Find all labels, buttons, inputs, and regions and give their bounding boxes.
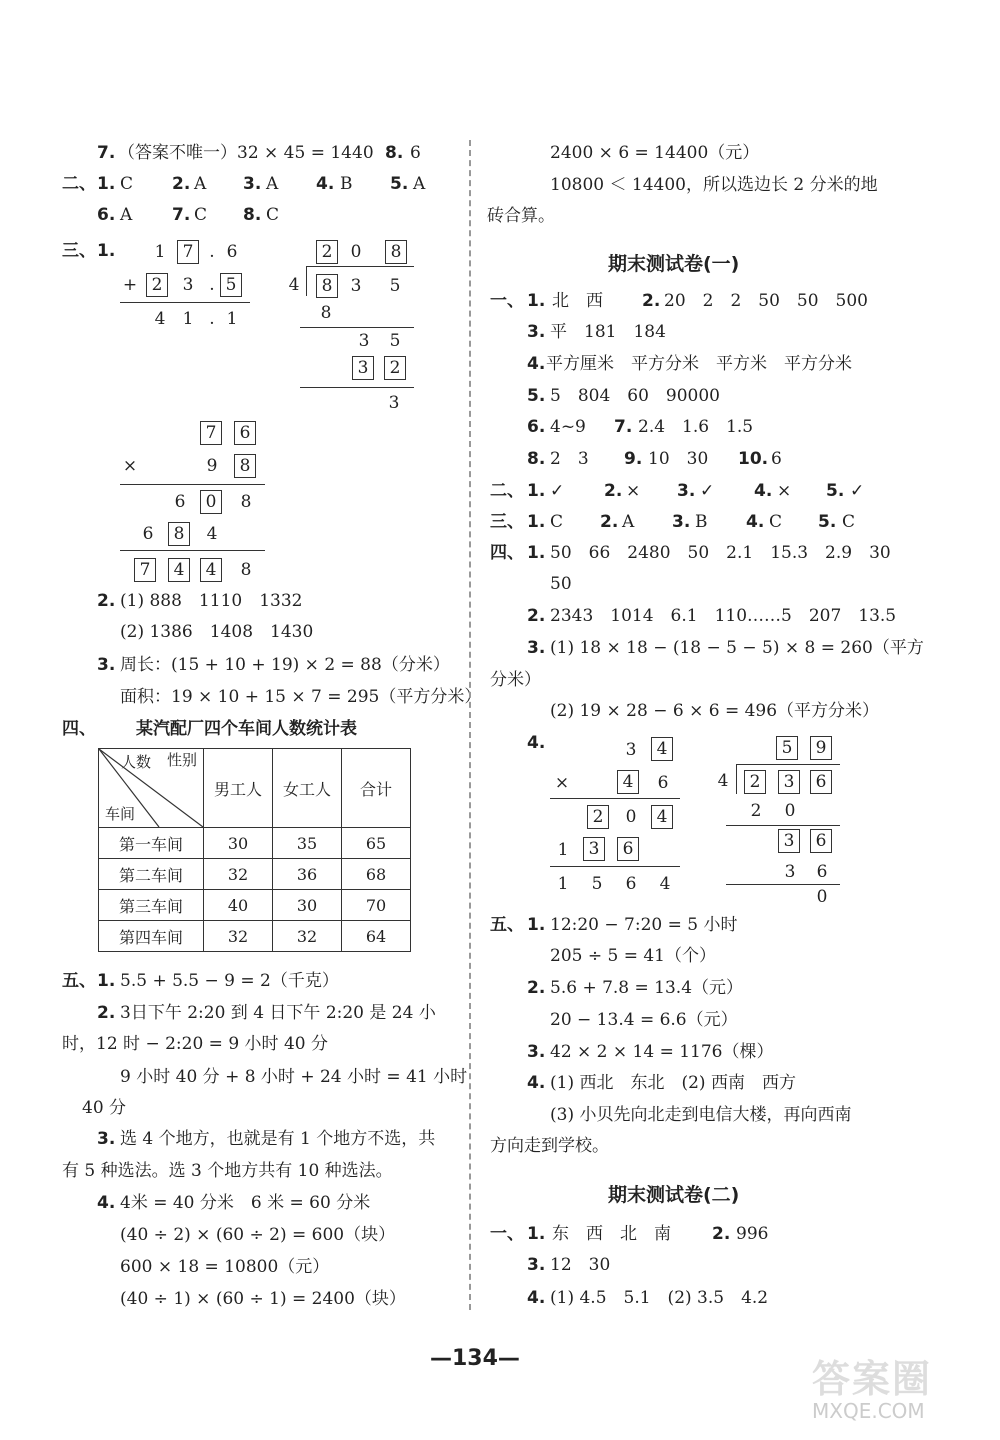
digit-box: 6 [810,770,832,794]
workshop-staff-table [98,748,411,952]
subtract-line [726,884,840,885]
section-4-label: 四、 [490,543,524,563]
choice-num: 4. [316,174,335,194]
check-mark: ✓ [550,481,565,501]
digit-box: 2 [744,770,766,794]
cell: 32 [204,859,273,890]
subtract-line [300,327,414,328]
digit: 6 [657,773,669,793]
choice-answer: A [194,174,207,194]
conclusion-line: 砖合算。 [487,206,555,226]
digit-box: 3 [778,829,800,853]
item-answer: (2) 19 × 28 − 6 × 6 = 496（平方分米） [550,701,880,721]
check-mark: ✓ [850,481,865,501]
cell: 70 [342,890,411,921]
q2-answer-2: (2) 1386 1408 1430 [120,622,314,642]
digit: 6 [142,524,154,544]
item-number: 5. [826,481,845,501]
item-number: 9. [624,449,643,469]
digit-box: 6 [810,829,832,853]
digit: 5 [591,874,603,894]
item-number: 8. [527,449,546,469]
item-answer: 北 西 [552,291,603,311]
watermark-logo [812,1348,932,1423]
section-3-label: 三、 [62,241,96,261]
digit-box: 2 [587,805,609,829]
section-4-label: 四、 [62,719,96,739]
p4-line-4: (40 ÷ 1) × (60 ÷ 1) = 2400（块） [120,1289,406,1309]
column-divider [469,140,471,1310]
p3-number: 3. [97,1129,116,1149]
item-answer: 4~9 [550,417,586,437]
item-number: 1. [527,1224,546,1244]
item-answer: 东 西 北 南 [552,1224,671,1244]
sum-line [120,302,250,303]
p4-number: 4. [97,1193,116,1213]
p4-line-3: 600 × 18 = 10800（元） [120,1257,330,1277]
digit: 0 [350,242,362,262]
item-number: 1. [527,481,546,501]
cell: 30 [204,828,273,859]
page-number: —134— [430,1346,520,1371]
digit-box: 9 [810,736,832,760]
item-number: 4. [527,354,546,374]
choice-answer: A [266,174,279,194]
digit-box: 6 [234,421,256,445]
item-answer: 12 30 [550,1255,611,1275]
header-total: 合计 [342,749,411,828]
item-number: 1. [527,291,546,311]
digit: 5 [389,331,401,351]
digit-box: 4 [651,805,673,829]
digit: 4 [659,874,671,894]
decimal-point: . [209,242,215,262]
item-answer: 205 ÷ 5 = 41（个） [550,946,716,966]
item-number: 2. [600,512,619,532]
digit-box: 3 [583,837,605,861]
item-answer: 方向走到学校。 [490,1136,609,1156]
item-answer: 20 − 13.4 = 6.6（元） [550,1010,738,1030]
choice-num: 7. [172,205,191,225]
exam-title-1: 期末测试卷(一) [608,253,740,275]
item-answer: C [842,512,856,532]
item-answer: 42 × 2 × 14 = 1176（棵） [550,1042,774,1062]
item-number: 3. [527,322,546,342]
section-5-label: 五、 [490,915,524,935]
section-2-label: 二、 [490,481,524,501]
digit-box: 8 [385,240,407,264]
section-5-label: 五、 [62,971,96,991]
digit: 1 [226,309,238,329]
cell: 64 [342,921,411,952]
cell: 40 [204,890,273,921]
digit-box: 7 [134,558,156,582]
table-row [99,859,411,890]
choice-answer: A [413,174,426,194]
item-number: 4. [527,733,546,753]
item-number: 5. [818,512,837,532]
cell: 36 [273,859,342,890]
digit: 2 [750,801,762,821]
item-answer: 平 181 184 [550,322,666,342]
digit: 4 [206,524,218,544]
choice-answer: B [340,174,353,194]
p3-line-1: 选 4 个地方，也就是有 1 个地方不选，共 [120,1129,436,1149]
digit: 3 [358,331,370,351]
digit-box: 4 [651,737,673,761]
section-3-label: 三、 [490,512,524,532]
times-sign: × [554,773,570,793]
digit-box: 3 [778,770,800,794]
cell: 35 [273,828,342,859]
item-answer: 20 2 2 50 50 500 [664,291,868,311]
table-title: 某汽配厂四个车间人数统计表 [136,719,357,739]
digit-box: 8 [168,522,190,546]
digit: 4 [154,309,166,329]
p3-line-2: 有 5 种选法。选 3 个地方共有 10 种选法。 [62,1161,393,1181]
digit-box: 7 [200,421,222,445]
product-line [120,550,265,551]
table-row [99,890,411,921]
choice-answer: C [266,205,280,225]
product-line [120,484,265,485]
choice-num: 5. [390,174,409,194]
cross-mark: × [626,481,641,501]
check-mark: ✓ [700,481,715,501]
digit: 3 [625,740,637,760]
digit-box: 8 [234,454,256,478]
digit-box: 4 [617,770,639,794]
divisor: 4 [717,771,729,791]
division-bracket [306,266,307,296]
item-number: 3. [527,1042,546,1062]
digit: 6 [226,242,238,262]
section-1-label: 一、 [490,291,524,311]
table-row [99,921,411,952]
cell: 68 [342,859,411,890]
decimal-point: . [209,275,215,295]
item-number: 4. [527,1073,546,1093]
digit-box: 7 [177,240,199,264]
choice-num: 3. [243,174,262,194]
remainder: 3 [388,393,400,413]
digit: 1 [182,309,194,329]
item-answer: 分米） [490,670,541,690]
watermark-url: MXQE.COM [812,1399,925,1423]
digit: 9 [206,456,218,476]
digit: 1 [154,242,166,262]
p2-line-1: 3日下午 2:20 到 4 日下午 2:20 是 24 小 [120,1003,436,1023]
digit: 0 [784,801,796,821]
item-number: 1. [527,543,546,563]
item-answer: 2 3 [550,449,589,469]
item-number: 2. [604,481,623,501]
item-answer: B [695,512,708,532]
p1-answer: 5.5 + 5.5 − 9 = 2（千克） [120,971,339,991]
q8-number: 8. [385,143,404,163]
row-label: 第四车间 [99,921,204,952]
digit: 6 [816,862,828,882]
digit-box: 0 [200,490,222,514]
q3-number: 3. [97,655,116,675]
divisor: 4 [288,275,300,295]
choice-num: 2. [172,174,191,194]
subtract-line [300,387,414,388]
digit: 8 [240,492,252,512]
comparison-line: 10800 ＜ 14400，所以选边长 2 分米的地 [550,175,878,195]
item-answer: 50 [550,574,572,594]
p1-number: 1. [97,971,116,991]
digit-box: 2 [316,240,338,264]
times-sign: × [122,456,138,476]
digit-box: 4 [200,558,222,582]
item-answer: 6 [771,449,782,469]
p2-line-3: 9 小时 40 分 + 8 小时 + 24 小时 = 41 小时 [120,1067,468,1087]
item-number: 6. [527,417,546,437]
decimal-point: . [209,309,215,329]
digit-box: 2 [384,356,406,380]
item-number: 2. [712,1224,731,1244]
digit-box: 3 [352,356,374,380]
q2-answer-1: (1) 888 1110 1332 [120,591,303,611]
choice-num: 6. [97,205,116,225]
item-number: 4. [754,481,773,501]
digit-box: 4 [168,558,190,582]
diagonal-header-cell [99,749,204,828]
item-answer: (1) 西北 东北 (2) 西南 西方 [550,1073,796,1093]
item-number: 2. [642,291,661,311]
product-line [550,798,680,799]
q7-answer: （答案不唯一）32 × 45 = 1440 [118,143,374,163]
digit-box: 5 [776,736,798,760]
digit: 3 [350,276,362,296]
row-label: 第二车间 [99,859,204,890]
item-number: 3. [677,481,696,501]
item-answer: 2.4 1.6 1.5 [638,417,754,437]
header-male: 男工人 [204,749,273,828]
item-number: 10. [738,449,769,469]
division-bar [306,266,414,267]
item-answer: (1) 4.5 5.1 (2) 3.5 4.2 [550,1288,769,1308]
item-number: 2. [527,978,546,998]
item-number: 7. [614,417,633,437]
item-answer: 50 66 2480 50 2.1 15.3 2.9 30 [550,543,891,563]
perimeter-answer: 周长：(15 + 10 + 19) × 2 = 88（分米） [120,655,450,675]
digit: 8 [320,303,332,323]
item-answer: 2343 1014 6.1 110……5 207 13.5 [550,606,897,626]
q8-answer: 6 [410,143,421,163]
item-answer: 5.6 + 7.8 = 13.4（元） [550,978,744,998]
table-row [99,828,411,859]
q7-number: 7. [97,143,116,163]
item-answer: A [622,512,635,532]
section-1-label: 一、 [490,1224,524,1244]
digit: 0 [625,807,637,827]
item-number: 4. [746,512,765,532]
item-number: 2. [527,606,546,626]
p2-line-4: 40 分 [82,1098,127,1118]
digit: 1 [557,840,569,860]
cost-line: 2400 × 6 = 14400（元） [550,143,760,163]
header-people-count: 人数 [121,753,152,771]
choice-answer: C [194,205,208,225]
q2-number: 2. [97,591,116,611]
item-number: 1. [527,512,546,532]
header-female: 女工人 [273,749,342,828]
division-bar [736,764,840,765]
p4-line-2: (40 ÷ 2) × (60 ÷ 2) = 600（块） [120,1225,396,1245]
watermark-text: 答案圈 [812,1357,933,1401]
row-label: 第一车间 [99,828,204,859]
item-number: 3. [527,638,546,658]
digit-box: 6 [617,837,639,861]
remainder: 0 [816,887,828,907]
item-answer: C [769,512,783,532]
digit: 6 [625,874,637,894]
division-bracket [736,764,737,794]
item-number: 1. [527,915,546,935]
cross-mark: × [777,481,792,501]
item-answer: 5 804 60 90000 [550,386,720,406]
digit-box: 5 [220,273,242,297]
row-label: 第三车间 [99,890,204,921]
plus-sign: + [122,275,138,295]
section-2-label: 二、 [62,174,96,194]
item-number: 5. [527,386,546,406]
header-workshop: 车间 [105,805,136,823]
cell: 65 [342,828,411,859]
choice-num: 8. [243,205,262,225]
digit-box: 8 [316,274,338,298]
digit: 3 [182,275,194,295]
item-number: 4. [527,1288,546,1308]
digit: 6 [174,492,186,512]
item-number: 3. [672,512,691,532]
cell: 32 [273,921,342,952]
p2-line-2: 时，12 时 − 2:20 = 9 小时 40 分 [62,1034,328,1054]
digit-box: 2 [146,273,168,297]
item-answer: 平方厘米 平方分米 平方米 平方分米 [546,354,852,374]
digit: 1 [557,874,569,894]
choice-num: 1. [97,174,116,194]
choice-answer: C [120,174,134,194]
cell: 30 [273,890,342,921]
subtract-line [726,825,840,826]
item-number: 3. [527,1255,546,1275]
table-header-row [99,749,411,828]
area-answer: 面积：19 × 10 + 15 × 7 = 295（平方分米） [120,687,482,707]
item-answer: 10 30 [648,449,709,469]
item-answer: 996 [736,1224,769,1244]
cell: 32 [204,921,273,952]
p4-line-1: 4米 = 40 分米 6 米 = 60 分米 [120,1193,371,1213]
digit: 3 [784,862,796,882]
item-answer: 12:20 − 7:20 = 5 小时 [550,915,738,935]
item-answer: (1) 18 × 18 − (18 − 5 − 5) × 8 = 260（平方 [550,638,924,658]
choice-answer: A [120,205,133,225]
item-answer: (3) 小贝先向北走到电信大楼，再向西南 [550,1105,852,1125]
digit: 8 [240,560,252,580]
exam-title-2: 期末测试卷(二) [608,1184,740,1206]
digit: 5 [389,276,401,296]
product-line [550,866,680,867]
q1-number: 1. [97,241,116,261]
header-gender: 性别 [167,751,198,769]
p2-number: 2. [97,1003,116,1023]
item-answer: C [550,512,564,532]
